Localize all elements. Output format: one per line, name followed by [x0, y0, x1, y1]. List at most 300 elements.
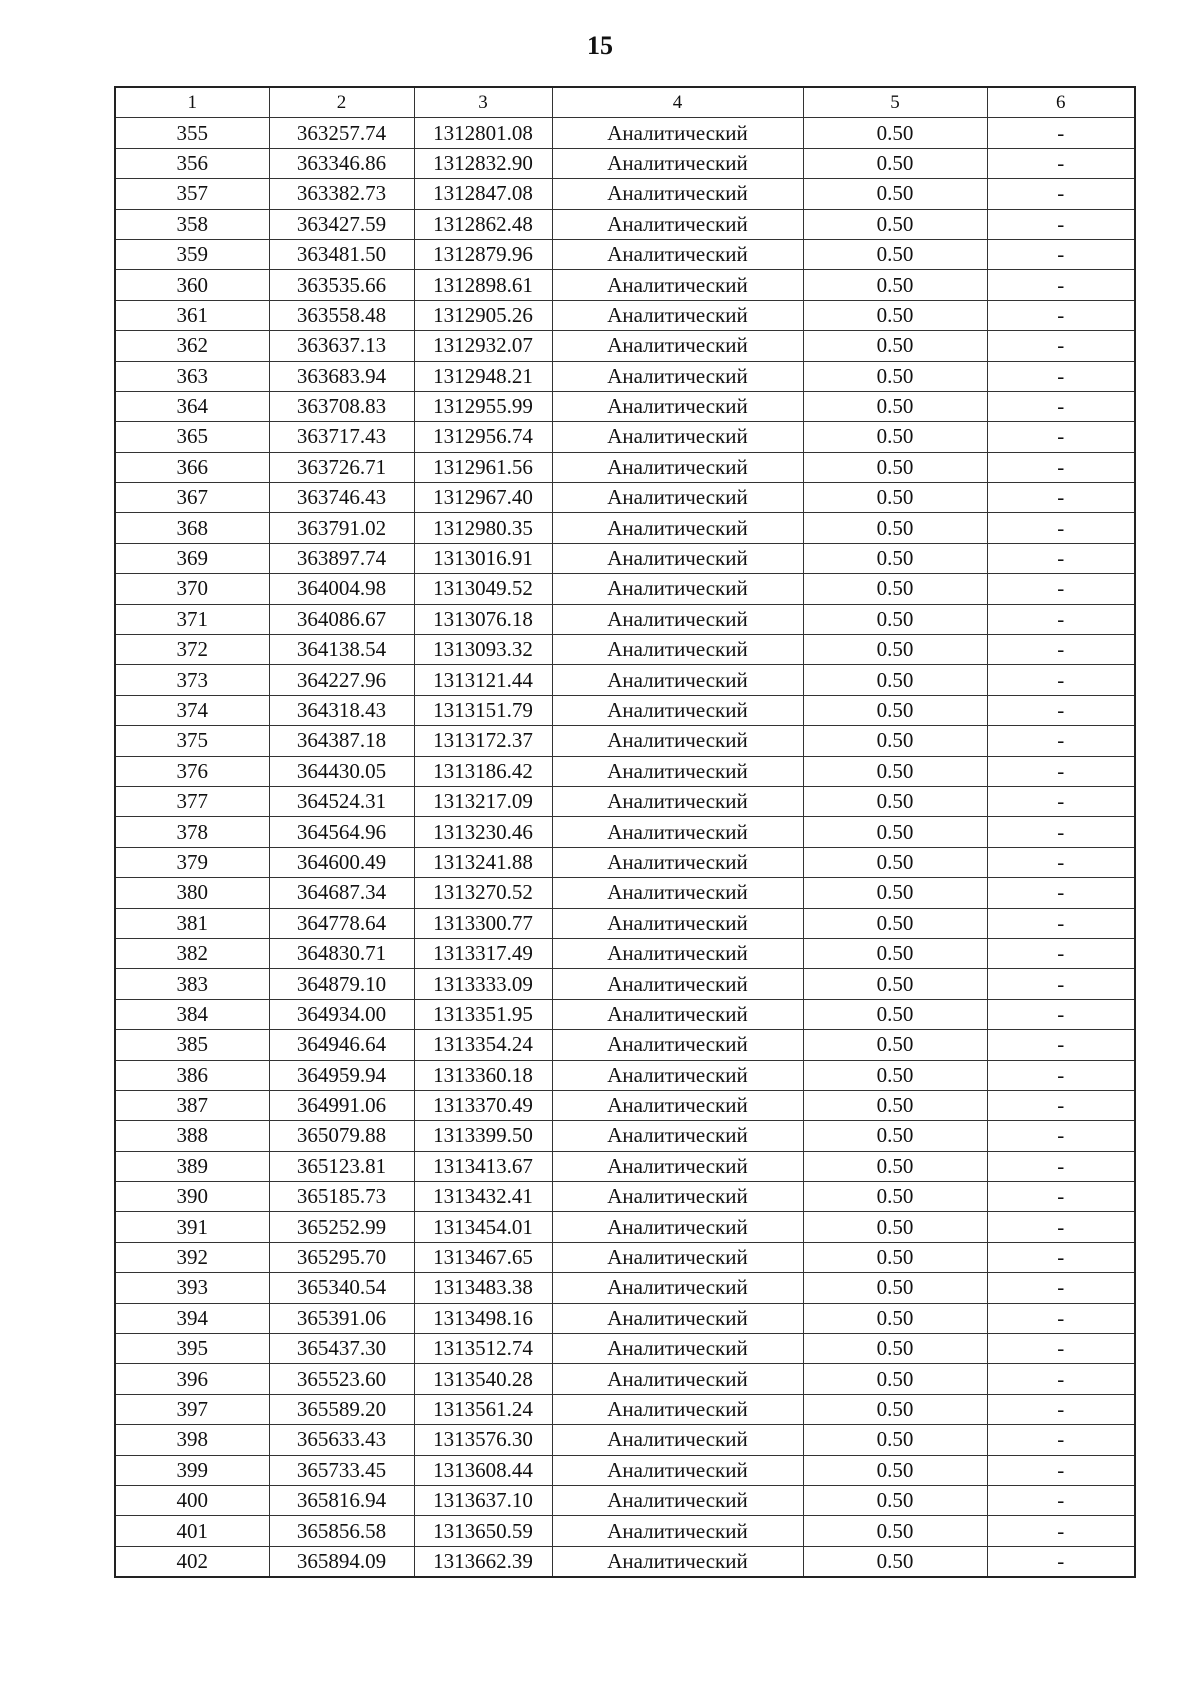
cell-coord-y: 1313354.24 — [414, 1030, 552, 1060]
table-row — [115, 209, 1135, 239]
cell-note: - — [987, 756, 1135, 786]
table-row — [115, 756, 1135, 786]
cell-accuracy: 0.50 — [803, 543, 987, 573]
cell-coord-x: 364934.00 — [269, 999, 414, 1029]
cell-point-number: 400 — [115, 1485, 269, 1515]
cell-method: Аналитический — [552, 786, 803, 816]
cell-point-number: 379 — [115, 847, 269, 877]
table-row — [115, 969, 1135, 999]
cell-note: - — [987, 604, 1135, 634]
cell-coord-y: 1313076.18 — [414, 604, 552, 634]
cell-note: - — [987, 878, 1135, 908]
cell-coord-x: 363683.94 — [269, 361, 414, 391]
cell-note: - — [987, 1030, 1135, 1060]
cell-coord-x: 364946.64 — [269, 1030, 414, 1060]
cell-note: - — [987, 1425, 1135, 1455]
cell-coord-y: 1313270.52 — [414, 878, 552, 908]
cell-note: - — [987, 452, 1135, 482]
table-row — [115, 665, 1135, 695]
cell-coord-y: 1313351.95 — [414, 999, 552, 1029]
table-row — [115, 543, 1135, 573]
cell-method: Аналитический — [552, 391, 803, 421]
cell-coord-y: 1312879.96 — [414, 239, 552, 269]
table-row — [115, 1485, 1135, 1515]
cell-point-number: 356 — [115, 148, 269, 178]
cell-point-number: 376 — [115, 756, 269, 786]
cell-method: Аналитический — [552, 1394, 803, 1424]
table-row — [115, 938, 1135, 968]
cell-accuracy: 0.50 — [803, 1546, 987, 1577]
cell-coord-x: 364524.31 — [269, 786, 414, 816]
cell-point-number: 364 — [115, 391, 269, 421]
cell-coord-x: 364600.49 — [269, 847, 414, 877]
cell-coord-x: 364991.06 — [269, 1090, 414, 1120]
cell-coord-y: 1313498.16 — [414, 1303, 552, 1333]
cell-coord-y: 1313454.01 — [414, 1212, 552, 1242]
cell-coord-y: 1313186.42 — [414, 756, 552, 786]
cell-coord-x: 364564.96 — [269, 817, 414, 847]
cell-coord-y: 1313093.32 — [414, 635, 552, 665]
cell-method: Аналитический — [552, 969, 803, 999]
cell-method: Аналитический — [552, 1485, 803, 1515]
cell-accuracy: 0.50 — [803, 574, 987, 604]
cell-note: - — [987, 1060, 1135, 1090]
cell-coord-x: 363346.86 — [269, 148, 414, 178]
cell-accuracy: 0.50 — [803, 483, 987, 513]
cell-note: - — [987, 361, 1135, 391]
table-row — [115, 452, 1135, 482]
cell-method: Аналитический — [552, 695, 803, 725]
cell-coord-x: 363382.73 — [269, 179, 414, 209]
cell-method: Аналитический — [552, 1546, 803, 1577]
table-row — [115, 1546, 1135, 1577]
cell-method: Аналитический — [552, 1334, 803, 1364]
cell-coord-x: 364879.10 — [269, 969, 414, 999]
cell-note: - — [987, 1455, 1135, 1485]
cell-accuracy: 0.50 — [803, 1516, 987, 1546]
cell-point-number: 385 — [115, 1030, 269, 1060]
cell-accuracy: 0.50 — [803, 695, 987, 725]
cell-accuracy: 0.50 — [803, 1334, 987, 1364]
cell-coord-y: 1313016.91 — [414, 543, 552, 573]
cell-coord-y: 1313241.88 — [414, 847, 552, 877]
table-row — [115, 1121, 1135, 1151]
cell-accuracy: 0.50 — [803, 604, 987, 634]
cell-coord-x: 365295.70 — [269, 1242, 414, 1272]
cell-coord-y: 1313467.65 — [414, 1242, 552, 1272]
cell-accuracy: 0.50 — [803, 239, 987, 269]
cell-accuracy: 0.50 — [803, 1364, 987, 1394]
cell-method: Аналитический — [552, 422, 803, 452]
cell-point-number: 382 — [115, 938, 269, 968]
table-row — [115, 513, 1135, 543]
table-row — [115, 1030, 1135, 1060]
cell-point-number: 397 — [115, 1394, 269, 1424]
cell-note: - — [987, 786, 1135, 816]
cell-point-number: 395 — [115, 1334, 269, 1364]
cell-point-number: 360 — [115, 270, 269, 300]
cell-accuracy: 0.50 — [803, 1182, 987, 1212]
cell-method: Аналитический — [552, 1090, 803, 1120]
cell-point-number: 361 — [115, 300, 269, 330]
table-row — [115, 817, 1135, 847]
cell-note: - — [987, 148, 1135, 178]
cell-method: Аналитический — [552, 148, 803, 178]
cell-point-number: 367 — [115, 483, 269, 513]
column-header-2: 2 — [269, 87, 414, 118]
table-row — [115, 148, 1135, 178]
cell-method: Аналитический — [552, 878, 803, 908]
cell-accuracy: 0.50 — [803, 1090, 987, 1120]
cell-accuracy: 0.50 — [803, 1303, 987, 1333]
cell-note: - — [987, 1182, 1135, 1212]
cell-method: Аналитический — [552, 118, 803, 148]
cell-coord-x: 365391.06 — [269, 1303, 414, 1333]
cell-note: - — [987, 1212, 1135, 1242]
cell-point-number: 363 — [115, 361, 269, 391]
table-row — [115, 300, 1135, 330]
cell-coord-x: 365589.20 — [269, 1394, 414, 1424]
cell-note: - — [987, 1273, 1135, 1303]
table-row — [115, 361, 1135, 391]
cell-point-number: 402 — [115, 1546, 269, 1577]
cell-coord-y: 1313360.18 — [414, 1060, 552, 1090]
cell-point-number: 370 — [115, 574, 269, 604]
cell-accuracy: 0.50 — [803, 878, 987, 908]
cell-coord-x: 363897.74 — [269, 543, 414, 573]
cell-coord-y: 1312961.56 — [414, 452, 552, 482]
cell-accuracy: 0.50 — [803, 908, 987, 938]
cell-point-number: 390 — [115, 1182, 269, 1212]
column-header-4: 4 — [552, 87, 803, 118]
cell-point-number: 394 — [115, 1303, 269, 1333]
cell-note: - — [987, 543, 1135, 573]
cell-accuracy: 0.50 — [803, 452, 987, 482]
table-row — [115, 1394, 1135, 1424]
cell-point-number: 375 — [115, 726, 269, 756]
cell-coord-x: 365856.58 — [269, 1516, 414, 1546]
cell-accuracy: 0.50 — [803, 938, 987, 968]
cell-coord-y: 1313576.30 — [414, 1425, 552, 1455]
table-row — [115, 786, 1135, 816]
cell-coord-y: 1312801.08 — [414, 118, 552, 148]
cell-coord-y: 1313049.52 — [414, 574, 552, 604]
cell-note: - — [987, 239, 1135, 269]
cell-note: - — [987, 118, 1135, 148]
cell-accuracy: 0.50 — [803, 1060, 987, 1090]
cell-point-number: 362 — [115, 331, 269, 361]
cell-coord-y: 1312980.35 — [414, 513, 552, 543]
cell-coord-y: 1313230.46 — [414, 817, 552, 847]
cell-accuracy: 0.50 — [803, 300, 987, 330]
cell-method: Аналитический — [552, 361, 803, 391]
cell-accuracy: 0.50 — [803, 270, 987, 300]
table-row — [115, 1273, 1135, 1303]
cell-accuracy: 0.50 — [803, 179, 987, 209]
cell-point-number: 398 — [115, 1425, 269, 1455]
cell-note: - — [987, 574, 1135, 604]
cell-note: - — [987, 1090, 1135, 1120]
table-row — [115, 1060, 1135, 1090]
cell-method: Аналитический — [552, 635, 803, 665]
cell-accuracy: 0.50 — [803, 1273, 987, 1303]
cell-coord-y: 1312956.74 — [414, 422, 552, 452]
table-row — [115, 1455, 1135, 1485]
cell-point-number: 388 — [115, 1121, 269, 1151]
table-row — [115, 1364, 1135, 1394]
cell-method: Аналитический — [552, 604, 803, 634]
table-row — [115, 878, 1135, 908]
cell-coord-x: 365123.81 — [269, 1151, 414, 1181]
table-row — [115, 1334, 1135, 1364]
cell-coord-y: 1313608.44 — [414, 1455, 552, 1485]
cell-method: Аналитический — [552, 817, 803, 847]
cell-method: Аналитический — [552, 1273, 803, 1303]
cell-point-number: 357 — [115, 179, 269, 209]
cell-coord-y: 1313370.49 — [414, 1090, 552, 1120]
cell-method: Аналитический — [552, 239, 803, 269]
cell-note: - — [987, 209, 1135, 239]
cell-coord-y: 1312967.40 — [414, 483, 552, 513]
cell-method: Аналитический — [552, 1030, 803, 1060]
cell-accuracy: 0.50 — [803, 331, 987, 361]
cell-note: - — [987, 1546, 1135, 1577]
cell-coord-y: 1312905.26 — [414, 300, 552, 330]
column-header-6: 6 — [987, 87, 1135, 118]
cell-note: - — [987, 300, 1135, 330]
table-row — [115, 1151, 1135, 1181]
cell-point-number: 396 — [115, 1364, 269, 1394]
cell-accuracy: 0.50 — [803, 1242, 987, 1272]
cell-coord-x: 365340.54 — [269, 1273, 414, 1303]
cell-coord-x: 363427.59 — [269, 209, 414, 239]
cell-method: Аналитический — [552, 1151, 803, 1181]
cell-accuracy: 0.50 — [803, 665, 987, 695]
cell-coord-y: 1313432.41 — [414, 1182, 552, 1212]
cell-coord-y: 1313413.67 — [414, 1151, 552, 1181]
cell-accuracy: 0.50 — [803, 999, 987, 1029]
column-header-1: 1 — [115, 87, 269, 118]
cell-note: - — [987, 483, 1135, 513]
cell-method: Аналитический — [552, 756, 803, 786]
cell-accuracy: 0.50 — [803, 969, 987, 999]
cell-coord-y: 1312898.61 — [414, 270, 552, 300]
table-row — [115, 331, 1135, 361]
cell-point-number: 384 — [115, 999, 269, 1029]
cell-accuracy: 0.50 — [803, 1485, 987, 1515]
cell-method: Аналитический — [552, 179, 803, 209]
cell-coord-y: 1313540.28 — [414, 1364, 552, 1394]
cell-coord-x: 363481.50 — [269, 239, 414, 269]
cell-method: Аналитический — [552, 1516, 803, 1546]
cell-method: Аналитический — [552, 665, 803, 695]
cell-accuracy: 0.50 — [803, 148, 987, 178]
cell-coord-y: 1313561.24 — [414, 1394, 552, 1424]
table-row — [115, 847, 1135, 877]
cell-method: Аналитический — [552, 1425, 803, 1455]
table-row — [115, 1425, 1135, 1455]
cell-coord-x: 365633.43 — [269, 1425, 414, 1455]
cell-point-number: 391 — [115, 1212, 269, 1242]
cell-method: Аналитический — [552, 1212, 803, 1242]
cell-point-number: 383 — [115, 969, 269, 999]
cell-note: - — [987, 726, 1135, 756]
cell-point-number: 369 — [115, 543, 269, 573]
cell-note: - — [987, 1516, 1135, 1546]
cell-coord-y: 1313512.74 — [414, 1334, 552, 1364]
cell-point-number: 392 — [115, 1242, 269, 1272]
cell-coord-x: 364004.98 — [269, 574, 414, 604]
cell-coord-y: 1312847.08 — [414, 179, 552, 209]
cell-note: - — [987, 331, 1135, 361]
cell-point-number: 378 — [115, 817, 269, 847]
cell-note: - — [987, 513, 1135, 543]
table-row — [115, 1242, 1135, 1272]
cell-method: Аналитический — [552, 1060, 803, 1090]
cell-coord-x: 365816.94 — [269, 1485, 414, 1515]
cell-note: - — [987, 635, 1135, 665]
table-row — [115, 908, 1135, 938]
table-row — [115, 604, 1135, 634]
table-row — [115, 391, 1135, 421]
cell-note: - — [987, 665, 1135, 695]
table-row — [115, 999, 1135, 1029]
cell-coord-x: 364086.67 — [269, 604, 414, 634]
cell-method: Аналитический — [552, 574, 803, 604]
cell-note: - — [987, 938, 1135, 968]
cell-method: Аналитический — [552, 483, 803, 513]
cell-note: - — [987, 695, 1135, 725]
cell-accuracy: 0.50 — [803, 817, 987, 847]
cell-point-number: 366 — [115, 452, 269, 482]
cell-coord-x: 365894.09 — [269, 1546, 414, 1577]
cell-note: - — [987, 422, 1135, 452]
cell-note: - — [987, 908, 1135, 938]
cell-accuracy: 0.50 — [803, 422, 987, 452]
cell-point-number: 386 — [115, 1060, 269, 1090]
cell-note: - — [987, 999, 1135, 1029]
table-row — [115, 1182, 1135, 1212]
cell-coord-y: 1313217.09 — [414, 786, 552, 816]
cell-point-number: 368 — [115, 513, 269, 543]
cell-coord-x: 365079.88 — [269, 1121, 414, 1151]
table-row — [115, 270, 1135, 300]
cell-method: Аналитический — [552, 1303, 803, 1333]
cell-coord-x: 365523.60 — [269, 1364, 414, 1394]
cell-coord-x: 363637.13 — [269, 331, 414, 361]
cell-coord-x: 365437.30 — [269, 1334, 414, 1364]
table-row — [115, 1303, 1135, 1333]
cell-accuracy: 0.50 — [803, 1030, 987, 1060]
cell-method: Аналитический — [552, 938, 803, 968]
cell-method: Аналитический — [552, 908, 803, 938]
cell-coord-y: 1313650.59 — [414, 1516, 552, 1546]
cell-accuracy: 0.50 — [803, 786, 987, 816]
cell-coord-y: 1313121.44 — [414, 665, 552, 695]
cell-accuracy: 0.50 — [803, 209, 987, 239]
cell-point-number: 399 — [115, 1455, 269, 1485]
cell-accuracy: 0.50 — [803, 391, 987, 421]
table-row — [115, 239, 1135, 269]
cell-coord-x: 365185.73 — [269, 1182, 414, 1212]
cell-note: - — [987, 1334, 1135, 1364]
column-header-5: 5 — [803, 87, 987, 118]
cell-coord-x: 363746.43 — [269, 483, 414, 513]
cell-coord-x: 363257.74 — [269, 118, 414, 148]
cell-note: - — [987, 1394, 1135, 1424]
cell-coord-y: 1313300.77 — [414, 908, 552, 938]
cell-coord-y: 1313662.39 — [414, 1546, 552, 1577]
cell-method: Аналитический — [552, 999, 803, 1029]
cell-method: Аналитический — [552, 1455, 803, 1485]
table-row — [115, 483, 1135, 513]
cell-point-number: 380 — [115, 878, 269, 908]
cell-coord-x: 364830.71 — [269, 938, 414, 968]
cell-point-number: 377 — [115, 786, 269, 816]
cell-note: - — [987, 817, 1135, 847]
cell-note: - — [987, 1485, 1135, 1515]
table-row — [115, 695, 1135, 725]
cell-coord-x: 364318.43 — [269, 695, 414, 725]
cell-method: Аналитический — [552, 1242, 803, 1272]
cell-coord-y: 1313483.38 — [414, 1273, 552, 1303]
cell-accuracy: 0.50 — [803, 361, 987, 391]
cell-method: Аналитический — [552, 726, 803, 756]
cell-method: Аналитический — [552, 1364, 803, 1394]
table-row — [115, 635, 1135, 665]
table-row — [115, 726, 1135, 756]
cell-coord-y: 1312832.90 — [414, 148, 552, 178]
cell-note: - — [987, 1121, 1135, 1151]
cell-method: Аналитический — [552, 1182, 803, 1212]
cell-coord-x: 364959.94 — [269, 1060, 414, 1090]
cell-accuracy: 0.50 — [803, 513, 987, 543]
cell-note: - — [987, 1242, 1135, 1272]
cell-method: Аналитический — [552, 452, 803, 482]
cell-note: - — [987, 391, 1135, 421]
column-header-3: 3 — [414, 87, 552, 118]
cell-coord-x: 363708.83 — [269, 391, 414, 421]
cell-coord-y: 1313333.09 — [414, 969, 552, 999]
cell-accuracy: 0.50 — [803, 1151, 987, 1181]
cell-coord-y: 1312932.07 — [414, 331, 552, 361]
cell-coord-x: 364687.34 — [269, 878, 414, 908]
cell-coord-y: 1312955.99 — [414, 391, 552, 421]
cell-accuracy: 0.50 — [803, 1455, 987, 1485]
cell-point-number: 387 — [115, 1090, 269, 1120]
cell-coord-x: 364387.18 — [269, 726, 414, 756]
cell-point-number: 374 — [115, 695, 269, 725]
cell-point-number: 401 — [115, 1516, 269, 1546]
cell-accuracy: 0.50 — [803, 118, 987, 148]
table-row — [115, 1516, 1135, 1546]
cell-coord-x: 364778.64 — [269, 908, 414, 938]
cell-accuracy: 0.50 — [803, 635, 987, 665]
cell-coord-x: 363791.02 — [269, 513, 414, 543]
cell-coord-y: 1312948.21 — [414, 361, 552, 391]
cell-point-number: 355 — [115, 118, 269, 148]
cell-note: - — [987, 1364, 1135, 1394]
cell-coord-x: 363535.66 — [269, 270, 414, 300]
cell-point-number: 393 — [115, 1273, 269, 1303]
cell-method: Аналитический — [552, 331, 803, 361]
cell-note: - — [987, 270, 1135, 300]
cell-note: - — [987, 179, 1135, 209]
cell-accuracy: 0.50 — [803, 1121, 987, 1151]
cell-method: Аналитический — [552, 1121, 803, 1151]
cell-coord-y: 1313317.49 — [414, 938, 552, 968]
cell-note: - — [987, 847, 1135, 877]
